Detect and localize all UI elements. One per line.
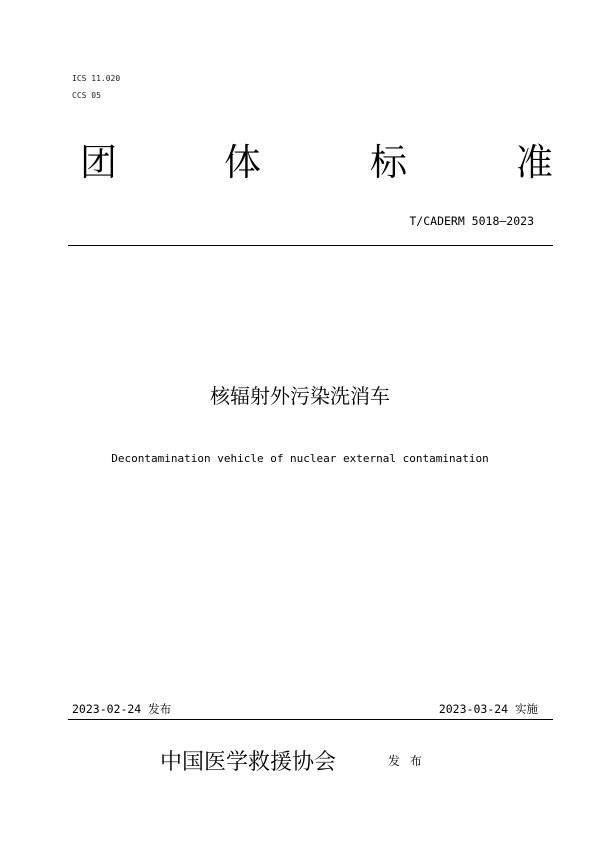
heading-char: 准 [516, 141, 553, 184]
standard-number: T/CADERM 5018—2023 [409, 214, 534, 228]
heading-char: 标 [370, 141, 407, 184]
issuer-organization: 中国医学救援协会 [160, 750, 337, 775]
title-chinese: 核辐射外污染洗消车 [210, 384, 390, 408]
issuer-label: 发 布 [388, 754, 425, 768]
heading-char: 体 [224, 141, 261, 184]
header-divider [68, 245, 553, 246]
publish-date: 2023-02-24 发布 [72, 702, 172, 716]
ccs-code: CCS 05 [72, 91, 101, 100]
footer-divider [68, 719, 553, 720]
ics-code: ICS 11.020 [72, 74, 121, 83]
heading-char: 团 [80, 141, 117, 184]
implement-date: 2023-03-24 实施 [438, 702, 538, 716]
title-english: Decontamination vehicle of nuclear external contamination [111, 452, 489, 465]
